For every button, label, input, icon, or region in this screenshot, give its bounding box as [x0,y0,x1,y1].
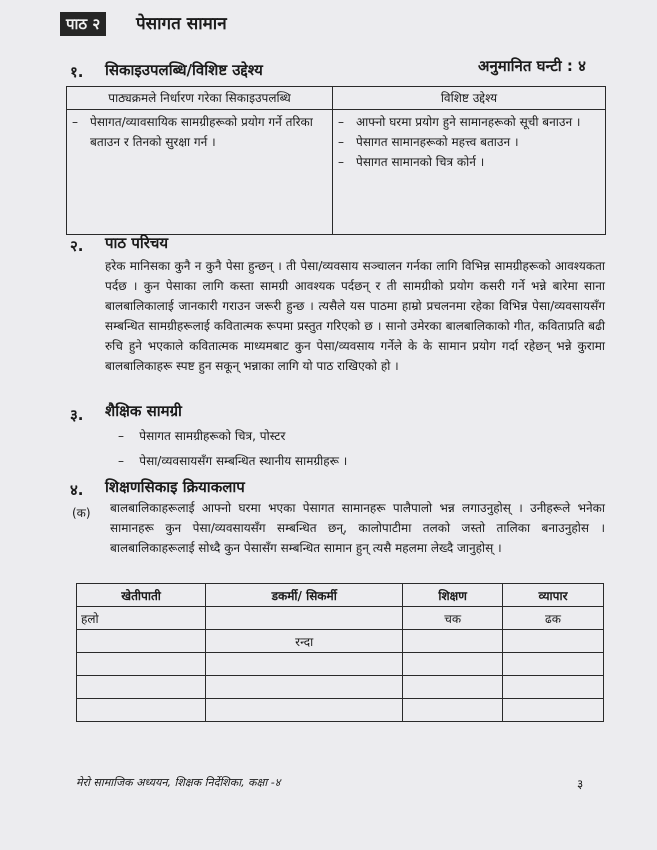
table-cell: ढक [503,607,604,630]
table-cell [206,699,403,722]
table-cell: रन्दा [206,630,403,653]
table-cell [403,699,503,722]
table-cell [77,676,206,699]
table-cell [403,676,503,699]
objective-item: – पेसागत सामानहरूको महत्त्व बताउन । [338,135,519,149]
material-item: – पेसा/व्यवसायसँग सम्बन्धित स्थानीय सामग्रीहरू । [118,454,348,468]
outcomes-cell: – पेसागत/व्यावसायिक सामग्रीहरूको प्रयोग गर्ने तरिका बताउन र तिनको सुरक्षा गर्न । [67,110,333,235]
section3-title: शैक्षिक सामग्री [105,402,182,420]
table-cell [403,630,503,653]
table-cell [206,653,403,676]
page-number: ३ [577,777,584,791]
objectives-header-outcomes: पाठ्यक्रमले निर्धारण गरेका सिकाइउपलब्धि [67,87,333,110]
occupation-header: व्यापार [503,584,604,607]
table-cell [206,676,403,699]
table-cell [77,653,206,676]
lesson-intro-paragraph: हरेक मानिसका कुनै न कुनै पेसा हुन्छन् । ती पेसा/व्यवसाय सञ्चालन गर्नका लागि विभिन्न सामग्रीहरूको आवश्यकता पर्दछ । कुन पेसाका लागि कस्ता सामग्री आवश्यक पर्दछन् र ती सामग्रीको प्रयोग कसरी गर्ने भन्ने बारेमा साना बालबालिकालाई जानकारी गराउन जरूरी हुन्छ । त्यसैले यस पाठमा हाम्रो प्रचलनमा रहेका विभिन्न पेसा/व्यवसायसँग सम्बन्धित सामग्रीहरूलाई कवितात्मक रूपमा प्रस्तुत गरिएको छ । सानो उमेरका बालबालिकाको गीत, कविताप्रति बढी रुचि हुने भएकाले कवितात्मक माध्यमबाट कुन पेसा/व्यवसाय गर्नेले के के सामान प्रयोग गर्दा रहेछन् भन्ने कुरामा बालबालिकाहरू स्पष्ट हुन सकून् भन्नाका लागि यो पाठ राखिएको हो । [105,259,605,373]
section1-number: १. [70,63,84,81]
table-row [77,630,604,653]
activity-text: बालबालिकाहरूलाई आफ्नो घरमा भएका पेसागत सामानहरू पालैपालो भन्न लगाउनुहोस् । उनीहरूले भनेका सामानहरू कुन पेसा/व्यवसायसँग सम्बन्धित छन्, कालोपाटीमा तलको जस्तो तालिका बनाउनुहोस । बालबालिकाहरूलाई सोध्दै कुन पेसासँग सम्बन्धित सामान हुन् त्यसै महलमा लेख्दै जानुहोस् । [110,501,605,555]
footer-book-title: मेरो सामाजिक अध्ययन, शिक्षक निर्देशिका, कक्षा -४ [76,776,281,789]
table-cell [77,699,206,722]
lesson-badge: पाठ २ [60,12,106,36]
material-item: – पेसागत सामग्रीहरूको चित्र, पोस्टर [118,429,286,443]
objectives-cell [333,110,606,235]
table-cell: हलो [77,607,206,630]
table-cell [403,653,503,676]
occupation-header: डकर्मी/ सिकर्मी [206,584,403,607]
objective-item: – आफ्नो घरमा प्रयोग हुने सामानहरूको सूची बनाउन । [338,115,581,129]
table-row [77,653,604,676]
estimated-hours: अनुमानित घन्टी : ४ [478,57,586,75]
section2-number: २. [70,237,84,255]
section2-title: पाठ परिचय [105,234,169,252]
outcome-item: पेसागत/व्यावसायिक सामग्रीहरूको प्रयोग गर्ने तरिका बताउन र तिनको सुरक्षा गर्न । [90,115,313,149]
objectives-table [66,86,606,235]
objective-item: – पेसागत सामानको चित्र कोर्न । [338,155,485,169]
occupation-header: खेतीपाती [77,584,206,607]
occupation-header: शिक्षण [403,584,503,607]
table-row [77,676,604,699]
objectives-header-specific: विशिष्ट उद्देश्य [333,87,606,110]
section4-number: ४. [70,481,84,499]
section1-title: सिकाइउपलब्धि/विशिष्ट उद्देश्य [105,61,263,79]
activity-label: (क) [72,506,91,520]
table-cell [206,607,403,630]
table-cell [503,699,604,722]
occupation-table [76,583,604,722]
table-row [77,699,604,722]
section4-title: शिक्षणसिकाइ क्रियाकलाप [105,478,245,496]
table-cell [503,630,604,653]
section3-number: ३. [70,406,84,424]
table-cell [503,653,604,676]
table-row [77,607,604,630]
lesson-title: पेसागत सामान [136,14,227,34]
table-cell [77,630,206,653]
table-cell: चक [403,607,503,630]
table-cell [503,676,604,699]
